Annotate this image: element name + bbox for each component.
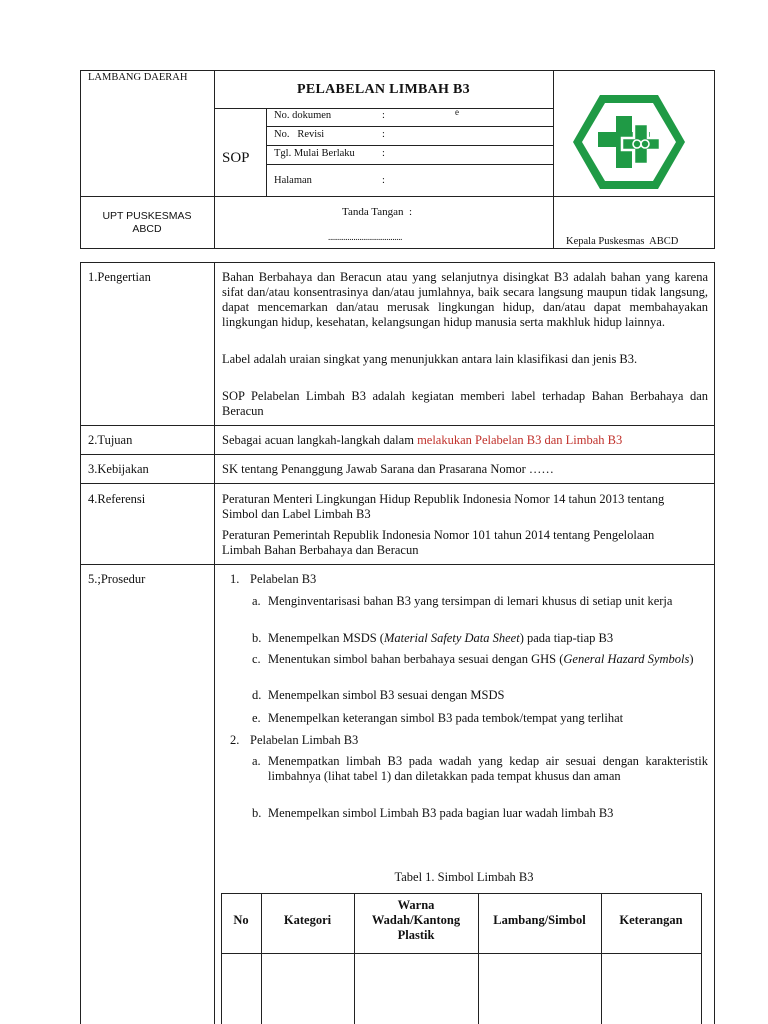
substep-text: Menempelkan simbol B3 sesuai dengan MSDS <box>268 688 505 702</box>
document-title: PELABELAN LIMBAH B3 <box>297 82 470 97</box>
section-label-tujuan: 2.Tujuan <box>88 433 133 447</box>
substep-text: Menginventarisasi bahan B3 yang tersimpan di lemari khusus di setiap unit kerja <box>268 594 673 608</box>
substep-text: Menempelkan simbol Limbah B3 pada bagian luar wadah limbah B3 <box>268 806 614 820</box>
pengertian-paragraph-2: Label adalah uraian singkat yang menunjukkan antara lain klasifikasi dan jenis B3. <box>222 352 638 366</box>
table-header-no: No <box>233 913 249 927</box>
substep-mark: b. <box>252 631 262 645</box>
substep-mark: c. <box>252 652 261 666</box>
field-label-halaman: Halaman <box>274 175 312 186</box>
field-colon: : <box>382 110 385 121</box>
field-colon: : <box>382 148 385 159</box>
substep-text-post: ) pada tiap-tiap B3 <box>519 631 614 645</box>
substep-mark: b. <box>252 806 262 820</box>
org-name-line2: ABCD <box>132 223 162 235</box>
substep-text <box>268 652 708 667</box>
substep-mark: a. <box>252 754 261 768</box>
tujuan-text-plain: Sebagai acuan langkah-langkah dalam <box>222 433 418 447</box>
tujuan-text <box>222 433 712 448</box>
sop-label: SOP <box>222 150 250 166</box>
referensi-item-2: Peraturan Pemerintah Republik Indonesia Nomor 101 tahun 2014 tentang Pengelolaan Limbah Bahan Berbahaya dan Beracun <box>222 528 655 557</box>
pengertian-paragraph-3: SOP Pelabelan Limbah B3 adalah kegiatan memberi label terhadap Bahan Berbahaya dan Beracun <box>222 389 708 418</box>
substep-text-italic: Material Safety Data Sheet <box>383 631 520 645</box>
substep-text-post: ) <box>689 652 694 666</box>
section-label-pengertian: 1.Pengertian <box>88 270 151 284</box>
field-label-tgl-mulai: Tgl. Mulai Berlaku <box>274 148 355 159</box>
tujuan-text-highlight: melakukan Pelabelan B3 dan Limbah B3 <box>417 433 623 447</box>
puskesmas-logo-icon <box>570 92 688 192</box>
substep-mark: d. <box>252 688 262 702</box>
table-caption: Tabel 1. Simbol Limbah B3 <box>394 870 534 884</box>
kebijakan-text: SK tentang Penanggung Jawab Sarana dan Prasarana Nomor …… <box>222 462 554 476</box>
table-header-kategori: Kategori <box>283 913 332 927</box>
step-number: 2. <box>230 733 240 747</box>
section-label-kebijakan: 3.Kebijakan <box>88 462 149 476</box>
substep-text-pre: Menentukan simbol bahan berbahaya sesuai dengan GHS ( <box>268 652 564 666</box>
step-title: Pelabelan B3 <box>250 572 317 586</box>
referensi-item-1: Peraturan Menteri Lingkungan Hidup Republik Indonesia Nomor 14 tahun 2013 tentang Simbol dan Label Limbah B3 <box>222 492 665 521</box>
field-label-no-dokumen: No. dokumen <box>274 110 332 121</box>
signature-label: Tanda Tangan : <box>342 206 413 218</box>
field-colon: : <box>382 175 385 186</box>
substep-text-pre: Menempelkan MSDS ( <box>268 631 384 645</box>
table-header-keterangan: Keterangan <box>619 913 683 927</box>
field-value-no-dokumen: e <box>455 107 459 117</box>
substep-text: Menempelkan keterangan simbol B3 pada tembok/tempat yang terlihat <box>268 711 624 725</box>
signature-line: ...................................... <box>328 232 403 242</box>
head-of-puskesmas-label: Kepala Puskesmas ABCD <box>566 236 679 247</box>
step-number: 1. <box>230 572 240 586</box>
table-header-warna: Warna Wadah/Kantong Plastik <box>371 898 461 942</box>
field-label-revisi: No. Revisi <box>274 129 325 140</box>
table-header-lambang: Lambang/Simbol <box>493 913 586 927</box>
field-colon: : <box>382 129 385 140</box>
section-label-prosedur: 5.;Prosedur <box>88 572 146 586</box>
step-title: Pelabelan Limbah B3 <box>250 733 359 747</box>
substep-text: Menempatkan limbah B3 pada wadah yang kedap air sesuai dengan karakteristik limbahnya (lihat tabel 1) dan diletakkan pada tempat khusus dan aman <box>268 754 708 783</box>
substep-mark: e. <box>252 711 261 725</box>
substep-text <box>268 631 708 646</box>
substep-mark: a. <box>252 594 261 608</box>
lambang-daerah-label: LAMBANG DAERAH <box>88 72 188 83</box>
pengertian-paragraph-1: Bahan Berbahaya dan Beracun atau yang selanjutnya disingkat B3 adalah bahan yang karena sifat dan/atau konsentrasinya dan/atau jumlahnya, baik secara langsung maupun tidak langsung, dapat mencemarkan dan/atau merusak lingkungan hidup, dan/atau dapat membahayakan lingkungan hidup, kesehatan, kelangsungan hidup manusia serta makhluk hidup lainnya. <box>222 270 708 329</box>
section-label-referensi: 4.Referensi <box>88 492 146 506</box>
org-name-line1: UPT PUSKESMAS <box>102 210 192 222</box>
substep-text-italic: General Hazard Symbols <box>563 652 690 666</box>
